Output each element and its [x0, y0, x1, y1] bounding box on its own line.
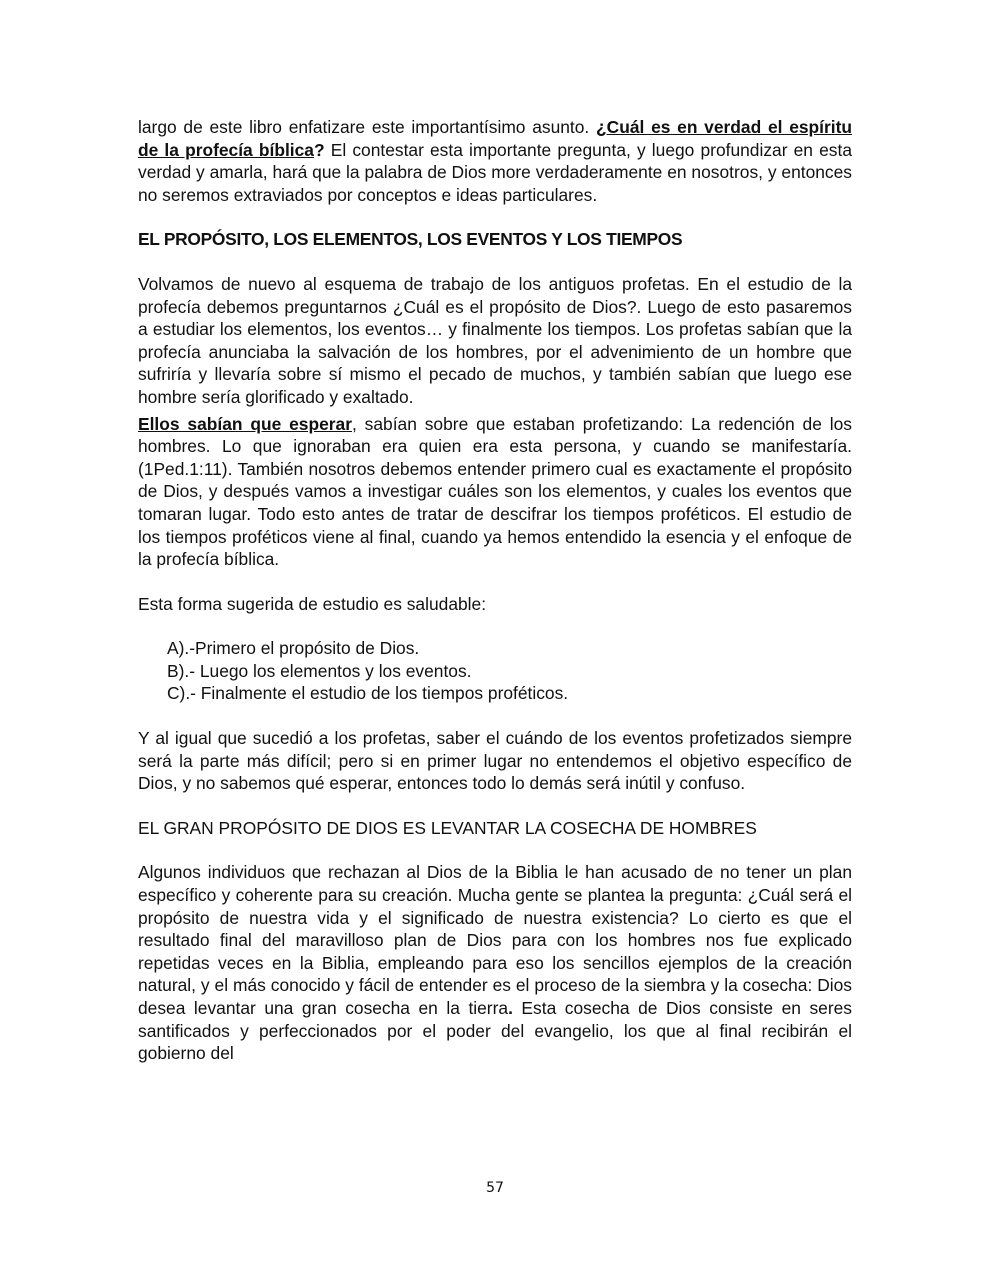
paragraph-4: Esta forma sugerida de estudio es saludable: — [138, 593, 487, 614]
list-item: C).- Finalmente el estudio de los tiempos proféticos. — [167, 683, 569, 704]
paragraph-5: Y al igual que sucedió a los profetas, saber el cuándo de los eventos profetizados siempre será la parte más difícil; pero si en primer lugar no entendemos el objetivo específico de Dios, y no sabemos qué esperar, entonces todo lo demás será inútil y confuso. — [138, 728, 852, 794]
paragraph-3-text: , sabían sobre que estaban profetizando: La redención de los hombres. Lo que ignoraban era quien era esta persona, y cuando se manifestaría. (1Ped.1:11). También nosotros debemos entender primero cual es exactamente el propósito de Dios, y después vamos a investigar cuáles son los elementos, y cuales los eventos que tomaran lugar. Todo esto antes de tratar de descifrar los tiempos proféticos. El estudio de los tiempos proféticos viene al final, cuando ya hemos entendido la esencia y el enfoque de la profecía bíblica. — [138, 413, 852, 570]
list-item: A).-Primero el propósito de Dios. — [167, 638, 420, 659]
paragraph-3-lead: Ellos sabían que esperar — [138, 413, 352, 434]
key-question-mark: ? — [313, 139, 325, 160]
page-number: 57 — [486, 1180, 504, 1196]
study-order-list — [138, 637, 852, 705]
paragraph-1 — [138, 116, 852, 206]
paragraph-6 — [138, 861, 852, 1064]
paragraph-6-text-a: Algunos individuos que rechazan al Dios de la Biblia le han acusado de no tener un plan específico y coherente para su creación. Mucha gente se plantea la pregunta: ¿Cuál será el propósito de nuestra vida y el significado de nuestra existencia? Lo cierto es que el resultado final del maravilloso plan de Dios para con los hombres nos fue explicado repetidas veces en la Biblia, empleando para eso los sencillos ejemplos de la creación natural, y el más conocido y fácil de entender es el proceso de la siembra y la cosecha: Dios desea levantar una gran cosecha en la tierra — [138, 862, 852, 1018]
document-page — [138, 116, 852, 1065]
section-heading-1: EL PROPÓSITO, LOS ELEMENTOS, LOS EVENTOS Y LOS TIEMPOS — [138, 229, 683, 250]
paragraph-1-text-a: largo de este libro enfatizare este importantísimo asunto. — [138, 117, 597, 137]
key-question: ¿Cuál es en verdad el espíritu de la profecía bíblica — [138, 117, 853, 160]
paragraph-6-bold-period: . — [508, 998, 513, 1018]
paragraph-1-text-b: El contestar esta importante pregunta, y luego profundizar en esta verdad y amarla, hará que la palabra de Dios more verdaderamente en nosotros, y entonces no seremos extraviados por conceptos e ideas particulares. — [138, 139, 852, 205]
section-heading-2: EL GRAN PROPÓSITO DE DIOS ES LEVANTAR LA COSECHA DE HOMBRES — [138, 817, 757, 838]
paragraph-6-text-b: Esta cosecha de Dios consiste en seres santificados y perfeccionados por el poder del evangelio, los que al final recibirán el gobierno del — [138, 998, 852, 1064]
list-item: B).- Luego los elementos y los eventos. — [167, 660, 472, 681]
paragraph-2: Volvamos de nuevo al esquema de trabajo de los antiguos profetas. En el estudio de la profecía debemos preguntarnos ¿Cuál es el propósito de Dios?. Luego de esto pasaremos a estudiar los elementos, los eventos… y finalmente los tiempos. Los profetas sabían que la profecía anunciaba la salvación de los hombres, por el advenimiento de un hombre que sufriría y llevaría sobre sí mismo el pecado de muchos, y también sabían que luego ese hombre sería glorificado y exaltado. — [138, 273, 852, 407]
paragraph-3 — [138, 413, 852, 571]
